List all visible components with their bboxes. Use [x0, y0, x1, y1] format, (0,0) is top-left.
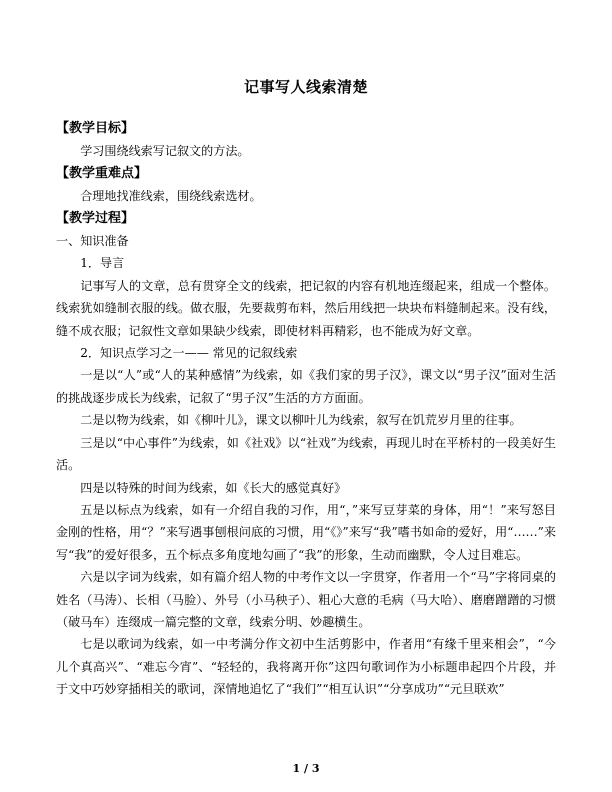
page-number: 1 / 3 [292, 762, 320, 775]
paragraph-intro: 记事写人的文章，总有贯穿全文的线索，把记叙的内容有机地连缀起来，组成一个整体。线索犹如缝制衣服的线。做衣服，先要裁剪布料，然后用线把一块块布料缝制起来。没有线，缝不成衣服；记叙性文章如果缺少线索，即使材料再精彩，也不能成为好文章。 [56, 278, 556, 338]
subheading-intro: 1．导言 [80, 256, 125, 271]
document-body [56, 118, 556, 701]
paragraph-point: 六是以字词为线索，如有篇介绍人物的中考作文以一字贯穿，作者用一个“马”字将同桌的姓名（马涛）、长相（马脸）、外号（小马秧子）、粗心大意的毛病（马大哈）、磨磨蹭蹭的习惯（破马车）连缀成一篇完整的文章，线索分明、妙趣横生。 [56, 570, 556, 629]
paragraph-point: 七是以歌词为线索，如一中考满分作文初中生活剪影中，作者用“有缘千里来相会”，“今儿个真高兴”、“难忘今宵”、“轻轻的，我将离开你”这四句歌词作为小标题串起四个片段，并于文中巧妙穿插相关的歌词，深情地追忆了“我们”“相互认识”“分享成功”“元旦联欢” [56, 637, 556, 697]
page-title: 记事写人线索清楚 [243, 78, 368, 96]
section-heading-goals: 【教学目标】 [56, 121, 135, 136]
section-heading-process: 【教学过程】 [56, 210, 135, 226]
subheading-knowledge: 2．知识点学习之一—— 常见的记叙线索 [80, 346, 298, 361]
paragraph-point: 四是以特殊的时间为线索，如《长大的感觉真好》 [80, 480, 347, 495]
section-heading-difficulties: 【教学重难点】 [56, 165, 148, 181]
paragraph-point: 二是以物为线索，如《柳叶儿》，课文以柳叶儿为线索，叙写在饥荒岁月里的往事。 [80, 413, 522, 428]
paragraph-point: 五是以标点为线索，如有一介绍自我的习作，用“，”来写豆芽菜的身体，用“！”来写怒目金刚的性格，用“？”来写遇事刨根问底的习惯，用“《》”来写“我”嗜书如命的爱好，用“……”来写“我”的爱好很多，五个标点多角度地勾画了“我”的形象，生动而幽默，令人过目难忘。 [56, 502, 556, 562]
part-heading: 一、知识准备 [56, 234, 129, 249]
section-text-difficulties: 合理地找准线索，围绕线索选材。 [80, 189, 262, 204]
paragraph-point: 三是以“中心事件”为线索，如《社戏》以“社戏”为线索，再现儿时在平桥村的一段美好生活。 [56, 435, 556, 473]
paragraph-point: 一是以“人”或“人的某种感情”为线索，如《我们家的男子汉》，课文以“男子汉”面对生活的挑战逐步成长为线索，记叙了“男子汉”生活的方方面面。 [56, 368, 556, 405]
section-text-goals: 学习围绕线索写记叙文的方法。 [80, 144, 250, 159]
